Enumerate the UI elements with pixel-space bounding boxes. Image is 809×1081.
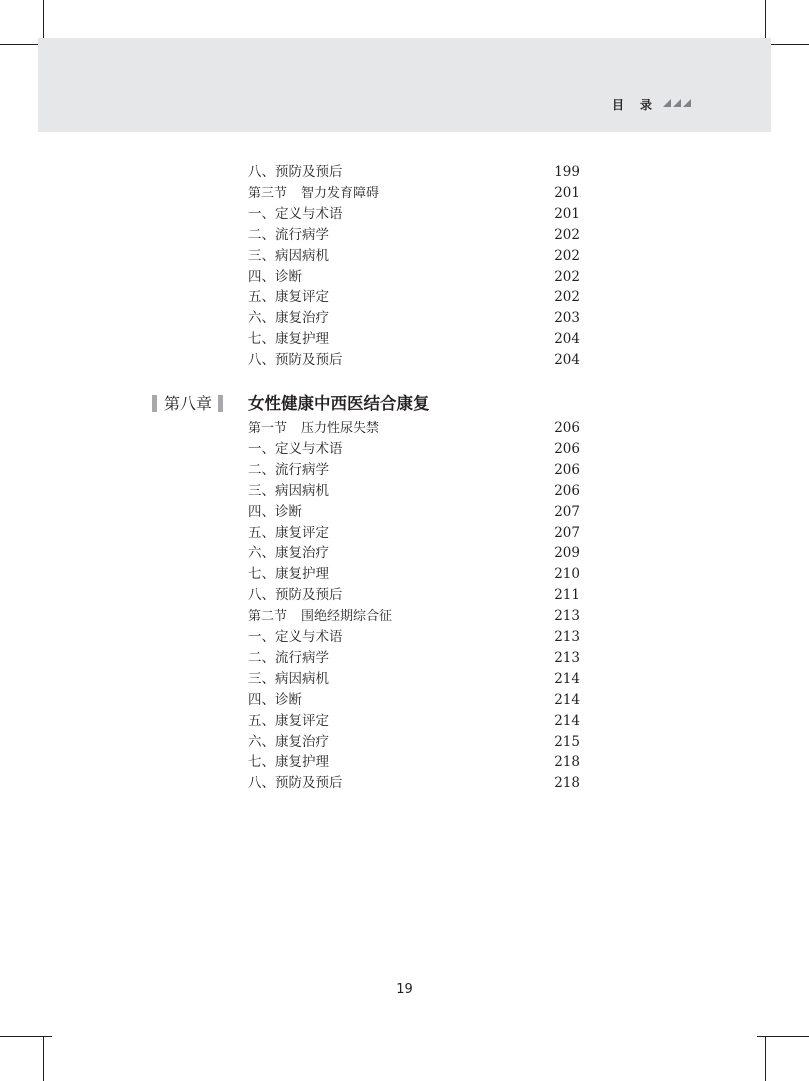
toc-page-number: 206: [554, 461, 580, 478]
toc-entry-title: [248, 418, 379, 439]
toc-entry-title: 八、预防及预后: [248, 775, 343, 792]
toc-entry-title: 五、康复评定: [248, 289, 329, 306]
toc-section-title: 围绝经期综合征: [301, 609, 393, 625]
toc-page-number: 206: [554, 420, 580, 436]
toc-entry-title: 二、流行病学: [248, 461, 329, 478]
toc-entry-title: 四、诊断: [248, 691, 302, 708]
crop-mark: [43, 1036, 44, 1081]
toc-entry-title: 五、康复评定: [248, 712, 329, 729]
toc-page-number: 215: [554, 733, 580, 750]
toc-entry-title: [248, 606, 392, 627]
toc-entry-row: [248, 329, 580, 350]
crop-mark: [0, 1036, 52, 1037]
toc-entry-row: [248, 523, 580, 544]
header-title-char: 录: [640, 98, 653, 112]
toc-entry-row: [248, 732, 580, 753]
toc-entry-title: 八、预防及预后: [248, 352, 343, 369]
toc-entry-title: 四、诊断: [248, 503, 302, 520]
toc-page-number: 218: [554, 754, 580, 771]
crop-mark: [757, 1036, 809, 1037]
toc-entry-row: [248, 204, 580, 225]
chapter-bar-left: [152, 395, 157, 412]
toc-entry-title: 六、康复治疗: [248, 310, 329, 327]
toc-entry-title: 六、康复治疗: [248, 733, 329, 750]
toc-entry-title: 七、康复护理: [248, 331, 329, 348]
toc-section-row: [248, 183, 580, 204]
toc-page-number: 202: [554, 226, 580, 243]
header-triangles: [663, 99, 691, 107]
chapter-title: 女性健康中西医结合康复: [248, 394, 430, 413]
toc-page-number: 210: [554, 566, 580, 583]
chapter-label: 第八章: [164, 394, 213, 413]
toc-page-number: 213: [554, 649, 580, 666]
toc-entry-title: 三、病因病机: [248, 670, 329, 687]
toc-page-number: 214: [554, 691, 580, 708]
toc-section-title: 智力发育障碍: [301, 185, 380, 201]
toc-entry-title: 一、定义与术语: [248, 629, 343, 645]
toc-entry-row: [248, 225, 580, 246]
toc-entry-row: [248, 585, 580, 606]
toc-page-number: 206: [554, 440, 580, 457]
triangle-icon: [663, 99, 671, 107]
toc-entry-title: 五、康复评定: [248, 524, 329, 541]
toc-page-number: 202: [554, 268, 580, 285]
toc-section-number: 第二节: [248, 609, 288, 625]
toc-entry-title: 三、病因病机: [248, 247, 329, 264]
toc-entry-title: 二、流行病学: [248, 649, 329, 666]
toc-entry-row: [248, 439, 580, 460]
triangle-icon: [673, 99, 681, 107]
toc-entry-row: [248, 246, 580, 267]
toc-page-number: 207: [554, 503, 580, 520]
toc-page-number: 211: [554, 587, 580, 604]
toc-section-row: [248, 606, 580, 627]
toc-entry-title: 六、康复治疗: [248, 545, 329, 562]
toc-entry-title: 一、定义与术语: [248, 440, 343, 457]
toc-page-number: 202: [554, 289, 580, 306]
triangle-icon: [683, 99, 691, 107]
toc-entry-row: [248, 502, 580, 523]
toc-entry-row: [248, 752, 580, 773]
toc-page-number: 201: [554, 205, 580, 222]
toc-entry-title: 三、病因病机: [248, 482, 329, 499]
toc-entry-row: [248, 564, 580, 585]
toc-page-number: 199: [554, 164, 580, 180]
toc-entry-row: [248, 162, 580, 183]
toc-entry-row: [248, 711, 580, 732]
page-number: 19: [396, 982, 413, 997]
toc-page-number: 209: [554, 545, 580, 562]
running-header: [612, 96, 652, 113]
toc-page-number: 201: [554, 184, 580, 201]
toc-section-number: 第三节: [248, 185, 288, 201]
toc-entry-row: [248, 287, 580, 308]
toc-entry-row: [248, 543, 580, 564]
header-title-char: 目: [612, 98, 625, 112]
header-band: [38, 38, 771, 132]
toc-entry-title: 八、预防及预后: [248, 164, 343, 180]
toc-entry-title: [248, 183, 379, 204]
toc-entry-row: [248, 350, 580, 371]
toc-page-number: 202: [554, 247, 580, 264]
toc-entry-row: [248, 773, 580, 794]
toc-entry-title: 七、康复护理: [248, 566, 329, 583]
toc-entry-row: [248, 308, 580, 329]
toc-entry-title: 四、诊断: [248, 268, 302, 285]
toc-page-number: 207: [554, 524, 580, 541]
chapter-bar-right: [218, 395, 223, 412]
toc-page-number: 213: [554, 629, 580, 645]
toc-entry-row: [248, 690, 580, 711]
toc-entry-row: [248, 648, 580, 669]
toc-entry-title: 一、定义与术语: [248, 205, 343, 222]
toc-entry-row: [248, 627, 580, 648]
toc-section-number: 第一节: [248, 421, 288, 436]
toc-section-title: 压力性尿失禁: [301, 421, 380, 436]
toc-page-number: 218: [554, 775, 580, 792]
toc-page-number: 204: [554, 352, 580, 369]
toc-entry-row: [248, 460, 580, 481]
toc-entry-row: [248, 669, 580, 690]
toc-entry-title: 八、预防及预后: [248, 587, 343, 604]
toc-page-number: 204: [554, 331, 580, 348]
toc-page-number: 203: [554, 310, 580, 327]
crop-mark: [765, 1036, 766, 1081]
toc-page-number: 206: [554, 482, 580, 499]
toc-page-number: 214: [554, 712, 580, 729]
toc-section-row: [248, 418, 580, 439]
toc-entry-row: [248, 267, 580, 288]
toc-page-number: 214: [554, 670, 580, 687]
toc-entry-title: 七、康复护理: [248, 754, 329, 771]
toc-entry-row: [248, 481, 580, 502]
toc-page-number: 213: [554, 608, 580, 625]
toc-entry-title: 二、流行病学: [248, 226, 329, 243]
